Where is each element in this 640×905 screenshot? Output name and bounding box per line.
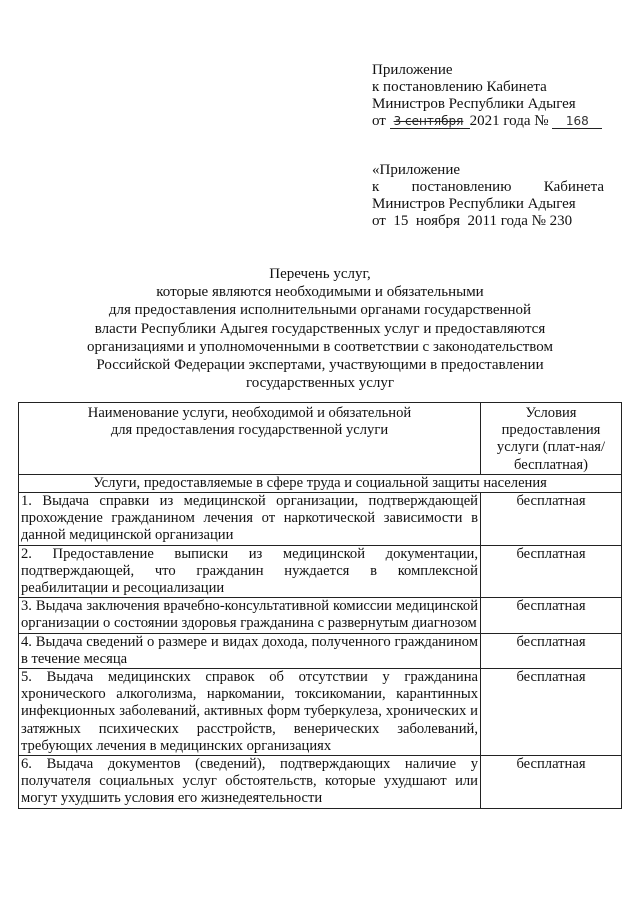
title-line: организациями и уполномоченными в соответствии с законодательством (86, 338, 553, 355)
appendix-title: Приложение (372, 62, 453, 78)
service-condition: бесплатная (481, 669, 622, 756)
original-appendix-line-resolution: к постановлению Кабинета (372, 179, 604, 195)
service-condition: бесплатная (481, 598, 622, 633)
service-condition: бесплатная (481, 756, 622, 809)
title-line: которые являются необходимыми и обязательными (156, 284, 484, 301)
date-prefix: от (372, 113, 386, 129)
table-row (19, 633, 622, 668)
handwritten-date: 3 сентября (390, 113, 470, 130)
service-name: 1. Выдача справки из медицинской организации, подтверждающей прохождение гражданином лечения от наркотической зависимости в данной медицинской организации (19, 493, 481, 546)
table-row (19, 493, 622, 546)
service-condition: бесплатная (481, 545, 622, 598)
title-line: государственных услуг (245, 375, 394, 392)
table-row (19, 545, 622, 598)
service-condition: бесплатная (481, 633, 622, 668)
service-name: 3. Выдача заключения врачебно-консультативной комиссии медицинской организации о состоянии здоровья гражданина с развернутым диагнозом (19, 598, 481, 633)
header-condition: Условия предоставления услуги (плат-ная/бесплатная) (481, 403, 622, 475)
section-row (19, 474, 622, 492)
header-service-name: Наименование услуги, необходимой и обязательной для предоставления государственной услуги (19, 403, 481, 475)
service-name: 5. Выдача медицинских справок об отсутствии у гражданина хронического алкоголизма, наркомании, токсикомании, карантинных инфекционных заболеваний, активных форм туберкулеза, хронических и затяжных психических расстройств, венерических заболеваний, требующих лечения в медицинских организациях (19, 669, 481, 756)
title-line: для предоставления исполнительными органами государственной (108, 302, 532, 319)
year-text: 2021 года № (469, 113, 549, 129)
appendix-line-resolution: к постановлению Кабинета (372, 79, 547, 95)
original-appendix-line-ministers: Министров Республики Адыгея (372, 196, 576, 212)
service-name: 2. Предоставление выписки из медицинской документации, подтверждающей, что гражданин нуждается в комплексной реабилитации и ресоциализации (19, 545, 481, 598)
table-row (19, 756, 622, 809)
service-name: 6. Выдача документов (сведений), подтверждающих наличие у получателя социальных услуг обстоятельств, которые ухудшают или могут ухудшить условия его жизнедеятельности (19, 756, 481, 809)
appendix-line-ministers: Министров Республики Адыгея (372, 96, 576, 112)
title-line: власти Республики Адыгея государственных услуг и предоставляются (94, 320, 546, 337)
table-row (19, 598, 622, 633)
section-title: Услуги, предоставляемые в сфере труда и социальной защиты населения (19, 474, 622, 492)
appendix-current-header (372, 62, 612, 130)
table-row (19, 669, 622, 756)
appendix-original-header (372, 162, 604, 230)
services-table (18, 402, 622, 809)
service-condition: бесплатная (481, 493, 622, 546)
service-name: 4. Выдача сведений о размере и видах дохода, полученного гражданином в течение месяца (19, 633, 481, 668)
original-appendix-date-line: от 15 ноября 2011 года № 230 (372, 213, 573, 229)
original-appendix-title: «Приложение (372, 162, 461, 178)
title-line: Перечень услуг, (269, 266, 371, 282)
appendix-date-line (372, 113, 612, 130)
title-line: Российской Федерации экспертами, участвующими в предоставлении (96, 357, 544, 374)
document-title (24, 265, 616, 392)
table-header-row (19, 403, 622, 475)
handwritten-number: 168 (552, 113, 602, 130)
